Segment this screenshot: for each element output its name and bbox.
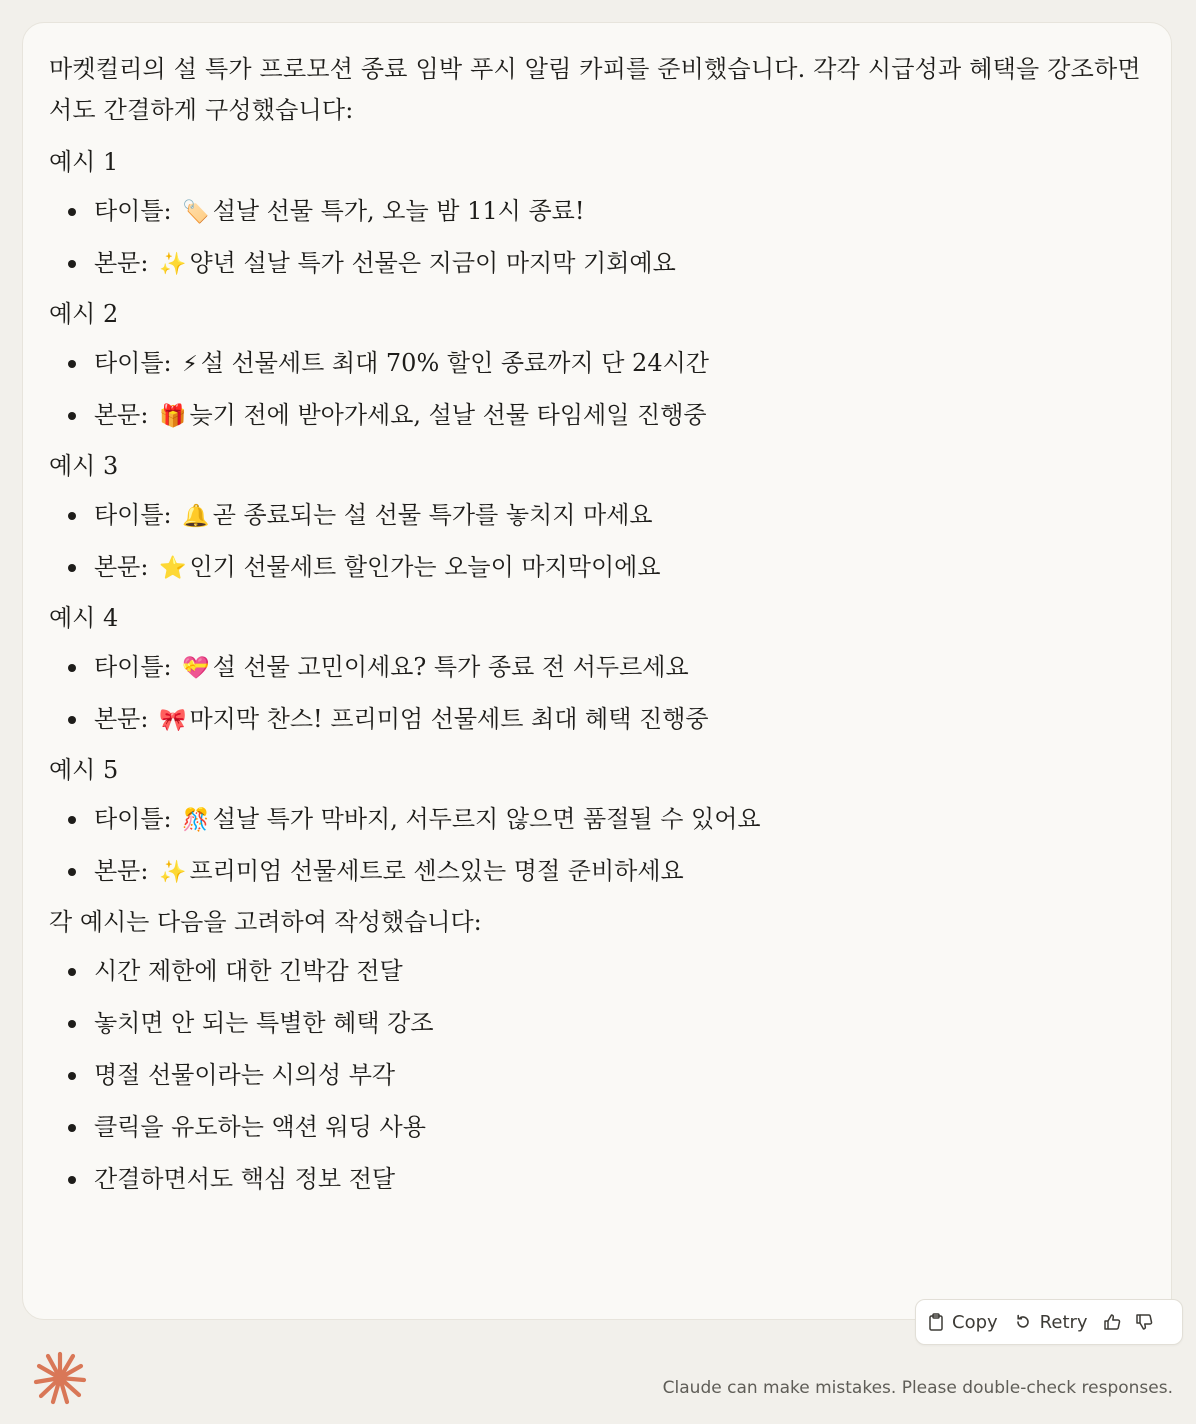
bullet-dot bbox=[68, 564, 76, 572]
item-text: 설 선물 고민이세요? 특가 종료 전 서두르세요 bbox=[212, 653, 689, 681]
item-text: 설날 선물 특가, 오늘 밤 11시 종료! bbox=[212, 197, 585, 225]
item-text: 설 선물세트 최대 70% 할인 종료까지 단 24시간 bbox=[200, 349, 709, 377]
thumbs-up-icon[interactable] bbox=[1102, 1312, 1122, 1332]
bullet-dot bbox=[68, 260, 76, 268]
list-item bbox=[49, 1058, 1145, 1092]
bullet-dot bbox=[68, 816, 76, 824]
copy-label: Copy bbox=[952, 1311, 998, 1333]
list-item bbox=[49, 854, 1145, 888]
example-list bbox=[49, 194, 1145, 280]
copy-button[interactable] bbox=[928, 1312, 998, 1333]
item-text: 클릭을 유도하는 액션 워딩 사용 bbox=[94, 1113, 426, 1141]
list-item bbox=[49, 702, 1145, 736]
example-heading: 예시 4 bbox=[49, 604, 119, 632]
bullet-dot bbox=[68, 1072, 76, 1080]
item-text: 양년 설날 특가 선물은 지금이 마지막 기회예요 bbox=[189, 249, 676, 277]
item-text: 명절 선물이라는 시의성 부각 bbox=[94, 1061, 396, 1089]
bullet-dot bbox=[68, 208, 76, 216]
ribbon-emoji-icon: 🎀 bbox=[159, 708, 187, 733]
bullet-dot bbox=[68, 968, 76, 976]
list-item bbox=[49, 346, 1145, 380]
example-list bbox=[49, 346, 1145, 432]
sparkles-emoji-icon: ✨ bbox=[159, 252, 187, 277]
example-heading: 예시 5 bbox=[49, 756, 119, 784]
sparkles-emoji-icon: ✨ bbox=[159, 860, 187, 885]
example-heading: 예시 1 bbox=[49, 148, 119, 176]
confetti-ball-emoji-icon: 🎊 bbox=[182, 808, 210, 833]
item-text: 늦기 전에 받아가세요, 설날 선물 타임세일 진행중 bbox=[189, 401, 707, 429]
heart-ribbon-emoji-icon: 💝 bbox=[182, 656, 210, 681]
list-item bbox=[49, 1006, 1145, 1040]
list-item bbox=[49, 246, 1145, 280]
item-text: 마지막 찬스! 프리미엄 선물세트 최대 혜택 진행중 bbox=[189, 705, 709, 733]
item-label: 타이틀: bbox=[94, 349, 180, 377]
list-item bbox=[49, 550, 1145, 584]
lightning-emoji-icon: ⚡ bbox=[182, 352, 198, 377]
list-item bbox=[49, 650, 1145, 684]
item-text: 놓치면 안 되는 특별한 혜택 강조 bbox=[94, 1009, 434, 1037]
item-text: 시간 제한에 대한 긴박감 전달 bbox=[94, 957, 403, 985]
disclaimer-text: Claude can make mistakes. Please double-check responses. bbox=[662, 1378, 1173, 1398]
list-item bbox=[49, 954, 1145, 988]
item-text: 간결하면서도 핵심 정보 전달 bbox=[94, 1165, 396, 1193]
example-list bbox=[49, 498, 1145, 584]
example-heading: 예시 3 bbox=[49, 452, 119, 480]
bullet-dot bbox=[68, 1124, 76, 1132]
item-text: 프리미엄 선물세트로 센스있는 명절 준비하세요 bbox=[189, 857, 684, 885]
thumbs-down-icon[interactable] bbox=[1134, 1312, 1154, 1332]
bullet-dot bbox=[68, 664, 76, 672]
retry-icon bbox=[1014, 1313, 1032, 1331]
example-list bbox=[49, 802, 1145, 888]
item-label: 타이틀: bbox=[94, 653, 180, 681]
item-text: 설날 특가 막바지, 서두르지 않으면 품절될 수 있어요 bbox=[212, 805, 761, 833]
list-item bbox=[49, 398, 1145, 432]
bell-emoji-icon: 🔔 bbox=[182, 504, 210, 529]
item-label: 본문: bbox=[94, 857, 157, 885]
bullet-dot bbox=[68, 868, 76, 876]
item-label: 본문: bbox=[94, 553, 157, 581]
claude-logo-icon bbox=[33, 1351, 87, 1405]
item-label: 타이틀: bbox=[94, 501, 180, 529]
bullet-dot bbox=[68, 512, 76, 520]
bullet-dot bbox=[68, 412, 76, 420]
considerations-heading: 각 예시는 다음을 고려하여 작성했습니다: bbox=[49, 908, 482, 936]
list-item bbox=[49, 498, 1145, 532]
list-item bbox=[49, 1162, 1145, 1196]
example-heading: 예시 2 bbox=[49, 300, 119, 328]
item-label: 타이틀: bbox=[94, 805, 180, 833]
star-emoji-icon: ⭐ bbox=[159, 556, 187, 581]
retry-button[interactable] bbox=[1014, 1312, 1088, 1333]
bullet-dot bbox=[68, 1176, 76, 1184]
item-text: 곧 종료되는 설 선물 특가를 놓치지 마세요 bbox=[212, 501, 653, 529]
list-item bbox=[49, 194, 1145, 228]
item-label: 타이틀: bbox=[94, 197, 180, 225]
tag-emoji-icon: 🏷️ bbox=[182, 200, 210, 225]
assistant-message bbox=[22, 22, 1172, 1320]
gift-emoji-icon: 🎁 bbox=[159, 404, 187, 429]
considerations-list bbox=[49, 954, 1145, 1196]
list-item bbox=[49, 1110, 1145, 1144]
retry-label: Retry bbox=[1039, 1311, 1088, 1333]
bullet-dot bbox=[68, 360, 76, 368]
item-text: 인기 선물세트 할인가는 오늘이 마지막이에요 bbox=[189, 553, 661, 581]
list-item bbox=[49, 802, 1145, 836]
item-label: 본문: bbox=[94, 705, 157, 733]
bullet-dot bbox=[68, 1020, 76, 1028]
item-label: 본문: bbox=[94, 401, 157, 429]
message-action-bar bbox=[915, 1299, 1183, 1345]
example-list bbox=[49, 650, 1145, 736]
item-label: 본문: bbox=[94, 249, 157, 277]
intro-paragraph: 마켓컬리의 설 특가 프로모션 종료 임박 푸시 알림 카피를 준비했습니다. 각각 시급성과 혜택을 강조하면서도 간결하게 구성했습니다: bbox=[49, 55, 1141, 124]
clipboard-icon bbox=[928, 1313, 944, 1331]
bullet-dot bbox=[68, 716, 76, 724]
